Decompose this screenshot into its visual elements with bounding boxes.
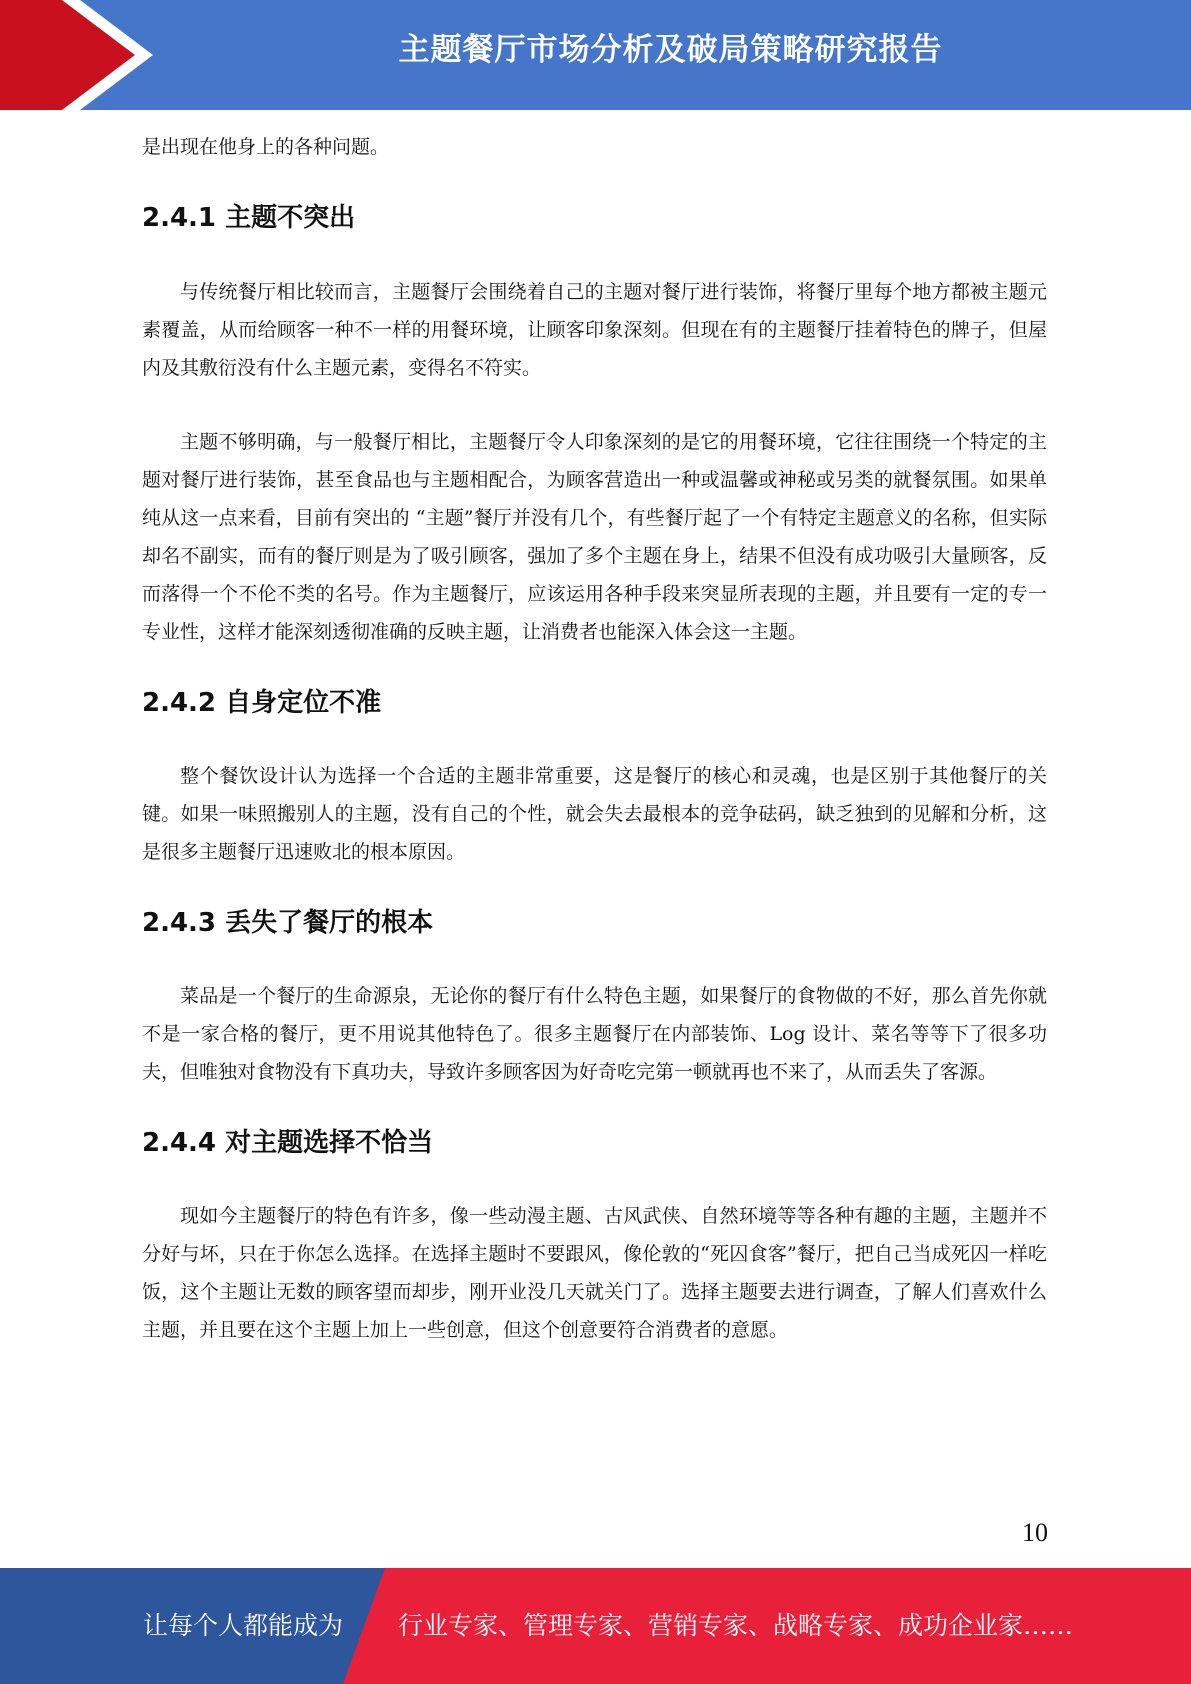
footer-slogan-right: 行业专家、管理专家、营销专家、战略专家、成功企业家…… — [398, 1611, 1074, 1640]
intro-text: 是出现在他身上的各种问题。 — [142, 136, 390, 158]
section-heading-2-4-4: 2.4.4 对主题选择不恰当 — [142, 1128, 434, 1158]
paragraph: 菜品是一个餐厅的生命源泉，无论你的餐厅有什么特色主题，如果餐厅的食物做的不好，那么首先你就不是一家合格的餐厅，更不用说其他特色了。很多主题餐厅在内部装饰、Log 设计、菜名等等下了很多功夫，但唯独对食物没有下真功夫，导致许多顾客因为好奇吃完第一顿就再也不来了，从而丢失了客源。 — [142, 985, 1047, 1083]
section-heading-2-4-3: 2.4.3 丢失了餐厅的根本 — [142, 908, 434, 938]
section-heading-2-4-1: 2.4.1 主题不突出 — [142, 203, 356, 233]
paragraph: 现如今主题餐厅的特色有许多，像一些动漫主题、古风武侠、自然环境等等各种有趣的主题，主题并不分好与坏，只在于你怎么选择。在选择主题时不要跟风，像伦敦的“死囚食客”餐厅，把自己当成死囚一样吃饭，这个主题让无数的顾客望而却步，刚开业没几天就关门了。选择主题要去进行调查，了解人们喜欢什么主题，并且要在这个主题上加上一些创意，但这个创意要符合消费者的意愿。 — [142, 1205, 1047, 1341]
header-red-chevron — [0, 0, 135, 110]
paragraph: 整个餐饮设计认为选择一个合适的主题非常重要，这是餐厅的核心和灵魂，也是区别于其他餐厅的关键。如果一味照搬别人的主题，没有自己的个性，就会失去最根本的竞争砝码，缺乏独到的见解和分析，这是很多主题餐厅迅速败北的根本原因。 — [142, 765, 1047, 863]
footer-slogan-left: 让每个人都能成为 — [143, 1611, 344, 1640]
page-footer — [0, 1568, 1191, 1684]
document-body — [142, 128, 1047, 1349]
paragraph: 主题不够明确，与一般餐厅相比，主题餐厅令人印象深刻的是它的用餐环境，它往往围绕一个特定的主题对餐厅进行装饰，甚至食品也与主题相配合，为顾客营造出一种或温馨或神秘或另类的就餐氛围。如果单纯从这一点来看，目前有突出的 “主题”餐厅并没有几个，有些餐厅起了一个有特定主题意义的名称，但实际却名不副实，而有的餐厅则是为了吸引顾客，强加了多个主题在身上，结果不但没有成功吸引大量顾客，反而落得一个不伦不类的名号。作为主题餐厅，应该运用各种手段来突显所表现的主题，并且要有一定的专一专业性，这样才能深刻透彻准确的反映主题，让消费者也能深入体会这一主题。 — [142, 431, 1047, 643]
paragraph: 与传统餐厅相比较而言，主题餐厅会围绕着自己的主题对餐厅进行装饰，将餐厅里每个地方都被主题元素覆盖，从而给顾客一种不一样的用餐环境，让顾客印象深刻。但现在有的主题餐厅挂着特色的牌子，但屋内及其敷衍没有什么主题元素，变得名不符实。 — [142, 281, 1047, 379]
header-title: 主题餐厅市场分析及破局策略研究报告 — [398, 32, 943, 68]
page-number: 10 — [1022, 1518, 1048, 1547]
page-header — [0, 0, 1191, 110]
section-heading-2-4-2: 2.4.2 自身定位不准 — [142, 688, 382, 718]
